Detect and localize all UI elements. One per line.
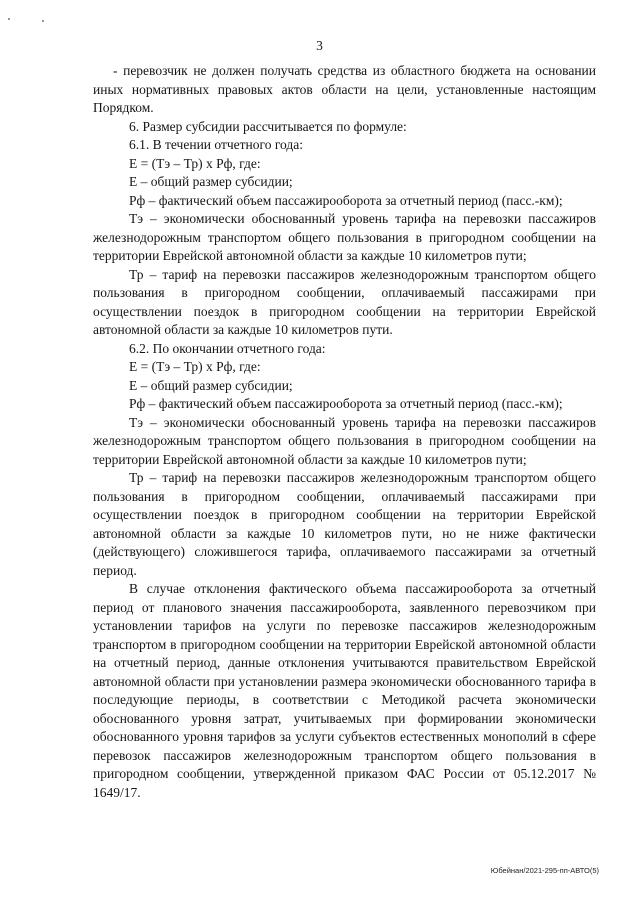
definition-te: Тэ – экономически обоснованный уровень тарифа на перевозки пассажиров железнодорожным транспортом общего пользования в пригородном сообщении на территории Еврейской автономной области за каждые 10 километров пути; [93, 211, 596, 263]
paragraph-subsidy-formula-intro: 6. Размер субсидии рассчитывается по формуле: [129, 118, 407, 134]
definition-e: Е – общий размер субсидии; [129, 174, 293, 189]
formula-line: Е = (Тэ – Тр) х Рф, где: [129, 155, 261, 171]
paragraph-deviation: В случае отклонения фактического объема пассажирооборота за отчетный период от планового значения пассажирооборота, заявленного перевозчиком при установлении тарифов на услуги по перевозке пассажиров железнодорожным транспортом в пригородном сообщении на территории Еврейской автономной области на отчетный период, данные отклонения учитываются правительством Еврейской автономной области при установлении размера экономически обоснованного тарифа в последующие периоды, в соответствии с Методикой расчета экономически обоснованного уровня затрат, учитываемых при формировании экономически обоснованного уровня тарифов за услуги субъектов естественных монополий в сфере перевозок пассажиров железнодорожным транспортом общего пользования в пригородном сообщении, утвержденной приказом ФАС России от 05.12.2017 № 1649/17. [93, 581, 596, 800]
formula-line: Е = (Тэ – Тр) х Рф, где: [129, 359, 261, 374]
paragraph-section-6-1: 6.1. В течении отчетного года: [129, 137, 304, 152]
definition-te: Тэ – экономически обоснованный уровень тарифа на перевозки пассажиров железнодорожным транспортом общего пользования в пригородном сообщении на территории Еврейской автономной области за каждые 10 километров пути; [93, 414, 596, 467]
document-body [93, 62, 596, 802]
definition-e: Е – общий размер субсидии; [129, 377, 293, 393]
scan-speck [8, 18, 10, 20]
paragraph-carrier-condition: - перевозчик не должен получать средства из областного бюджета на основании иных нормативных правовых актов области на цели, установленные настоящим Порядком. [93, 63, 596, 115]
definition-tr: Тр – тариф на перевозки пассажиров железнодорожным транспортом общего пользования в пригородном сообщении, оплачиваемый пассажирами при осуществлении поездок в пригородном сообщении на территории Еврейской автономной области за каждые 10 километров пути, но не ниже фактически (действующего) сложившегося тарифа, оплачиваемого пассажирами за отчетный период. [93, 470, 596, 578]
scan-speck [42, 20, 44, 22]
definition-tr: Тр – тариф на перевозки пассажиров железнодорожным транспортом общего пользования в пригородном сообщении, оплачиваемый пассажирами при осуществлении поездок в пригородном сообщении на территории Еврейской автономной области за каждые 10 километров пути. [93, 266, 596, 337]
page-number: 3 [316, 38, 323, 53]
definition-rf: Рф – фактический объем пассажирооборота за отчетный период (пасс.-км); [129, 192, 563, 208]
definition-rf: Рф – фактический объем пассажирооборота за отчетный период (пасс.-км); [129, 396, 563, 411]
footer-document-code: Юбейнан/2021-295-пп-АВТО(5) [490, 866, 599, 875]
paragraph-section-6-2: 6.2. По окончании отчетного года: [129, 340, 326, 356]
